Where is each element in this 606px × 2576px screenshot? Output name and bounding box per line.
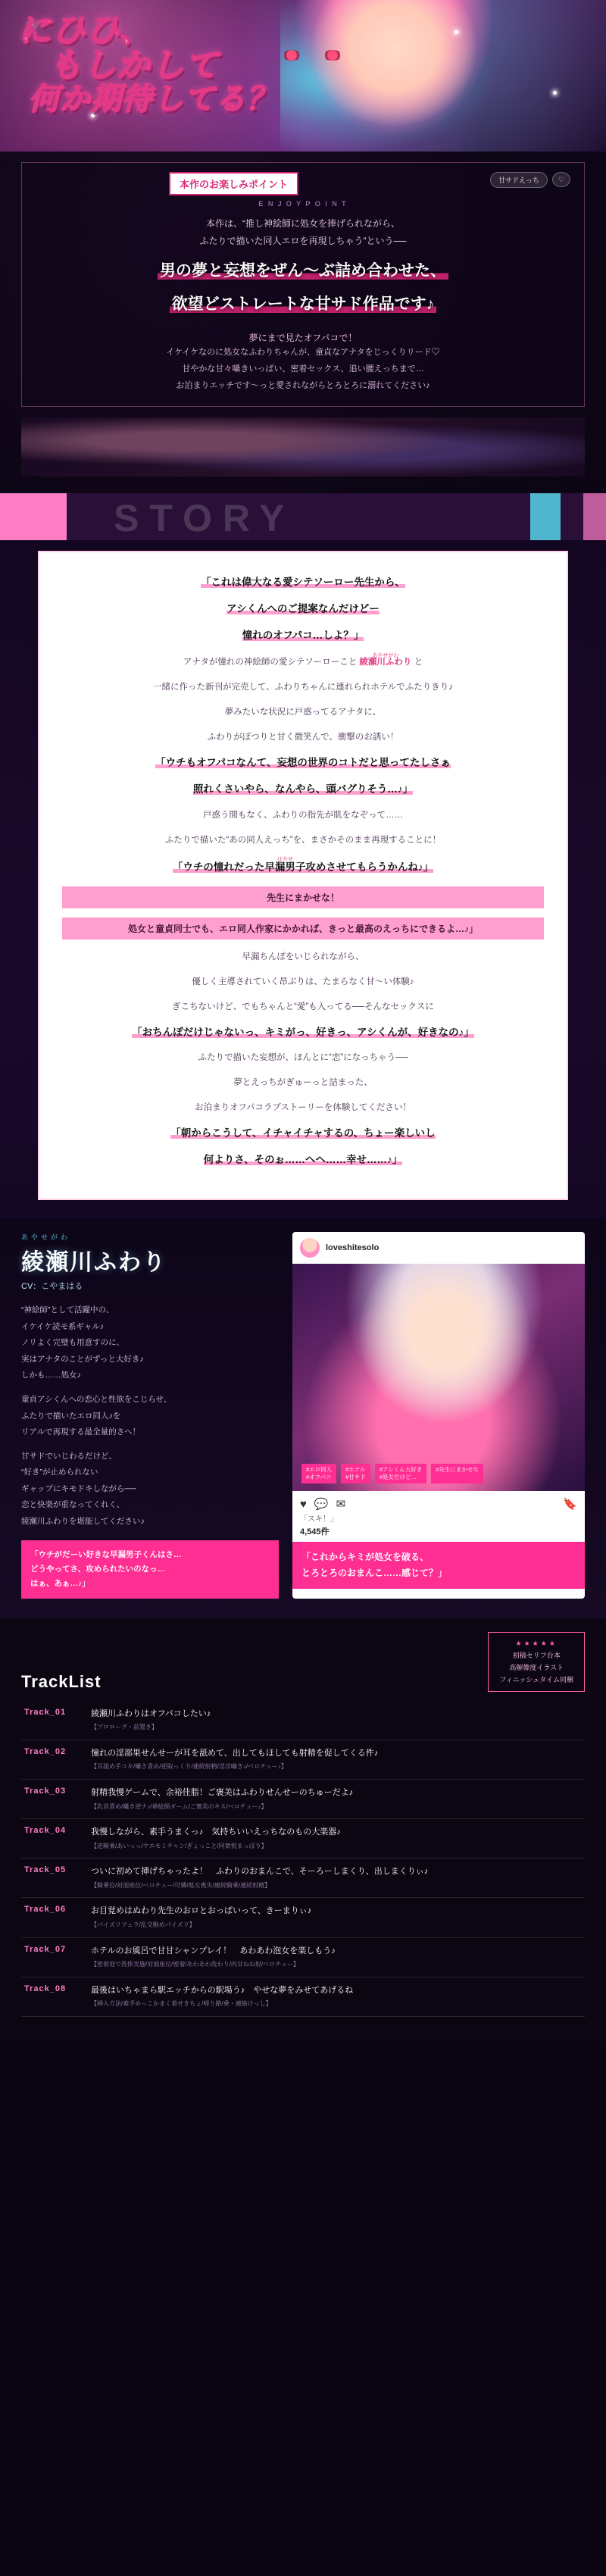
story-heading: STORY	[114, 496, 295, 539]
bookmark-icon[interactable]: 🔖	[563, 1498, 577, 1512]
social-username[interactable]: loveshitesolo	[326, 1243, 380, 1253]
character-quote-line-1: 「ウチがだーい好きな早漏男子くんはさ…	[30, 1550, 182, 1560]
story-paragraph-1	[62, 653, 544, 671]
table-row[interactable]	[21, 1898, 585, 1937]
social-tag-5: #アシくん大好き	[379, 1466, 423, 1474]
social-caption-line-1: 「これからキミが処女を破る、	[301, 1552, 430, 1563]
track-body	[91, 1984, 582, 2009]
point-photo-strip	[21, 417, 585, 477]
tracklist-meta-1: 初稿セリフ台本	[512, 1651, 561, 1659]
story-quote-2a-text: 「ウチもオフパコなんて、妄想の世界のコトだと思ってたしさぁ	[155, 756, 451, 768]
hero-line-2: もしかして	[48, 47, 219, 85]
avatar	[300, 1238, 320, 1258]
track-title: 射精我慢ゲームで、余裕佳脂！ご褒美はふわりせんせーのちゅーだよ♪	[91, 1787, 354, 1797]
story-paragraph-3: 夢みたいな状況に戸惑ってるアナタに、	[224, 707, 382, 717]
character-section	[0, 1218, 606, 1618]
story-quote-1b-text: アシくんへのご提案なんだけどー	[226, 602, 380, 614]
story-paragraph-2: 一緒に作った新刊が完売して、ふわりちゃんに連れられホテルでふたりきり♪	[153, 682, 453, 692]
track-number: Track_02	[24, 1746, 67, 1756]
track-body	[91, 1747, 582, 1772]
rating-stars: ★★★★★	[515, 1639, 558, 1647]
track-number: Track_08	[24, 1984, 67, 1993]
social-tag-7: #先生にまかせな	[436, 1466, 479, 1474]
point-badge-subtitle: E N J O Y P O I N T	[258, 200, 348, 208]
story-quote-1a-text: 「これは偉大なる愛シテソーロー先生から、	[201, 576, 405, 588]
point-headline-1-text: 男の夢と妄想をぜん〜ぶ詰め合わせた、	[158, 262, 448, 280]
story-paragraph-11: 夢とえっちがぎゅーっと詰まった、	[233, 1078, 373, 1088]
point-lead-2: ふたりで描いた同人エロを再現しちゃう”という──	[199, 235, 407, 246]
social-like-label: 「スキ！」	[300, 1515, 338, 1524]
story-quote-4	[62, 1024, 544, 1043]
tracklist-title: TrackList	[21, 1671, 102, 1691]
track-tags: 【騎乗位/対面座位/ベロチュー/可憐/処女喪失/連続騎乗/連続射精】	[91, 1881, 271, 1889]
point-detail-3: お泊まりエッチです〜っと愛されながらとろとろに溺れてください♪	[176, 380, 430, 390]
hayase-name-text: 早漏男子	[264, 861, 306, 873]
table-row[interactable]	[21, 1740, 585, 1780]
story-paragraph-1-pre: アナタが憧れの神絵師の愛シテソーローこと	[183, 657, 358, 667]
character-desc-line-8: リアルで再現する最全量的さへ！	[21, 1427, 141, 1437]
story-paragraph-8: 優しく主導されていく昂ぶりは、たまらなく甘〜い体験♪	[192, 977, 414, 986]
sparkle-icon	[553, 91, 557, 95]
track-body	[91, 1865, 582, 1890]
social-post-image	[292, 1264, 585, 1491]
enjoy-point-section	[0, 152, 606, 493]
story-highlight-band-1: 先生にまかせな！	[62, 886, 544, 908]
track-title: 最後はいちゃまら駅エッチからの駅場う♪ やせな夢をみせてあげるね	[91, 1985, 354, 1995]
hero-title	[0, 14, 424, 115]
story-quote-3	[62, 857, 544, 877]
character-name-furigana: あやせがわ	[21, 1233, 71, 1242]
track-body	[91, 1945, 582, 1970]
table-row[interactable]	[21, 1938, 585, 1977]
story-paragraph-9: ぎこちないけど、でもちゃんと“愛”も入ってる──そんなセックスに	[172, 1002, 434, 1011]
character-quote-box	[21, 1540, 279, 1599]
track-body	[91, 1787, 582, 1812]
story-decoration-cyan	[530, 493, 561, 540]
story-paragraph-12: お泊まりオフパコラブストーリーを体験してください！	[195, 1103, 411, 1113]
character-description	[21, 1302, 279, 1530]
story-quote-1c	[62, 627, 544, 646]
social-tag-4: #甘サド	[345, 1474, 366, 1481]
track-tags: 【パイズリフェラ/乱交動めパイズリ】	[91, 1921, 195, 1929]
story-quote-1c-text: 憧れのオフパコ…しよ？」	[242, 629, 364, 641]
story-quote-3-post: 攻めさせてもらうかんね♪」	[305, 861, 434, 873]
character-name: 綾瀬川ふわり	[21, 1250, 167, 1276]
story-quote-1a	[62, 574, 544, 592]
hero-line-3: 何か期待してる？	[29, 83, 277, 117]
track-title: 綾瀬川ふわりはオフパコしたい♪	[91, 1708, 211, 1718]
track-title: ついに初めて挿げちゃったよ！ ふわりのおまんこで、そーろーしまくり、出しまくりぃ♪	[91, 1867, 429, 1877]
social-post-card	[292, 1232, 585, 1598]
story-quote-1b	[62, 600, 544, 619]
track-tags: 【乳首責め/囁き逆ナ♪/神絵師ダーム/ご褒美のキス/ベロチュー♪】	[91, 1802, 267, 1810]
track-title: 憧れの淫部果せんせーが耳を舐めて、出してもほしても射精を促してくる件♪	[91, 1748, 379, 1758]
heart-icon: ♡	[552, 172, 570, 187]
track-body	[91, 1905, 582, 1930]
track-number: Track_05	[24, 1865, 67, 1875]
character-quote-line-2: どうやってさ、攻められたいのなっ…	[30, 1565, 166, 1574]
social-tag-6: #処女だけど…	[379, 1474, 417, 1481]
track-title: 我慢しながら、素手うまくっ♪ 気持ちいいえっちなのもの大楽器♪	[91, 1827, 341, 1837]
social-caption-line-2: とろとろのおまんこ……感じて？」	[301, 1568, 448, 1579]
track-tags: 【逆騎乗/あいっっ/ヤエモミチャン/ぎょっこと/同衆悦まっぽり】	[91, 1842, 267, 1849]
track-number: Track_07	[24, 1944, 67, 1954]
story-paragraph-10: ふたりで描いた妄想が、ほんとに“恋”になっちゃう──	[198, 1053, 408, 1063]
point-headline-2-text: 欲望どストレートな甘サド作品です♪	[170, 295, 437, 313]
table-row[interactable]	[21, 1701, 585, 1740]
track-body	[91, 1708, 582, 1733]
social-tag-1: #エロ同人	[306, 1466, 333, 1474]
point-detail-1: イケイケなのに処女なふわりちゃんが、童貞なアナタをじっくりリード♡	[166, 347, 440, 357]
track-number: Track_04	[24, 1826, 67, 1836]
point-lead-1: 本作は、“推し神絵師に処女を捧げられながら、	[206, 218, 400, 229]
character-name-text: 綾瀬川ふわり	[359, 657, 412, 667]
character-wrapper	[21, 1232, 585, 1598]
track-number: Track_03	[24, 1786, 67, 1796]
table-row[interactable]	[21, 1977, 585, 2017]
social-tag-group-3	[375, 1464, 426, 1483]
story-quote-2a	[62, 754, 544, 773]
story-decoration-pink	[583, 493, 606, 540]
character-desc-line-12: 恋と快楽が重なってくれく、	[21, 1500, 125, 1510]
share-icon[interactable]: ✉	[336, 1498, 346, 1512]
hayase-ruby-text: はやせ	[276, 856, 293, 862]
story-quote-3-pre: 「ウチの憧れだった	[172, 861, 265, 873]
point-pill-group	[490, 172, 570, 188]
track-body	[91, 1826, 582, 1851]
story-paragraph-4: ふわりがぽつりと甘く微笑んで、衝撃のお誘い！	[207, 732, 399, 742]
story-band	[0, 493, 606, 540]
heart-icon[interactable]: ♥	[300, 1497, 307, 1511]
track-tags: 【耳舐め手コキ/囁き責め/逆取っくり/連続射精/淫浮囁き♪/ベロチュー♪】	[91, 1763, 287, 1771]
character-quote-line-3: はぁ、あぁ…♪」	[30, 1578, 90, 1588]
character-name-ruby	[359, 653, 411, 667]
social-tag-2: #オフパコ	[306, 1474, 332, 1481]
story-quote-2b-text: 照れくさいやら、なんやら、頭バグりそう…♪」	[192, 783, 414, 795]
tracklist-section	[0, 1618, 606, 2047]
enjoy-point-card	[21, 162, 585, 407]
comment-icon[interactable]: 💬	[314, 1498, 329, 1512]
tracklist-rows	[21, 1701, 585, 2018]
point-pill-1: 甘サドえっち	[490, 172, 548, 188]
story-paragraph-5: 戸惑う間もなく、ふわりの指先が肌をなぞって……	[202, 810, 404, 820]
table-row[interactable]	[21, 1819, 585, 1859]
character-desc-line-10: “好き”が止められない	[21, 1468, 98, 1477]
track-tags: 【密着泡で洗体実施/対面座位/密着/あわあわ洗わり/内甘ねね射/ベロチュー】	[91, 1961, 299, 1968]
hero-banner	[0, 0, 606, 152]
story-highlight-band-2: 処女と童貞同士でも、エロ同人作家にかかれば、きっと最高のえっちにできるよ…♪」	[62, 918, 544, 939]
character-desc-line-6: 童貞アシくんへの恋心と性欲をこじらせ、	[21, 1394, 172, 1404]
point-subhead: 夢にまで見たオフパコで！	[248, 332, 358, 343]
story-quote-5a-text: 「朝からこうして、イチャイチャするの、ちょー楽しいし	[170, 1127, 436, 1140]
table-row[interactable]	[21, 1859, 585, 1898]
story-paragraph-1-post: と	[414, 657, 423, 667]
social-tag-group-1	[301, 1464, 336, 1483]
character-desc-line-5: しかも……処女♪	[21, 1371, 81, 1380]
tracklist-meta-box	[488, 1632, 585, 1692]
track-title: お目覚めはぬわり先生のおロとおっぱいって、きーまりぃ♪	[91, 1906, 312, 1916]
point-detail-2: 甘やかな甘々囁きいっぱい、密着セックス、追い腰えっちまで…	[182, 364, 424, 374]
character-desc-line-13: 綾瀬川ふわりを堪能してください♪	[21, 1516, 145, 1526]
character-desc-line-3: ノリよく完璧も用意すのに、	[21, 1338, 125, 1348]
social-action-bar	[292, 1491, 585, 1512]
social-caption	[292, 1542, 585, 1589]
point-headline-2	[33, 292, 573, 317]
story-quote-5b-text: 何よりさ、そのぉ……へへ……幸せ……♪」	[203, 1154, 403, 1166]
track-tags: 【プロローグ・前置き】	[91, 1724, 158, 1731]
point-headline-1	[33, 259, 573, 284]
story-quote-5a	[62, 1124, 544, 1143]
track-title: ホテルのお風呂で甘甘シャンプレイ！ あわあわ泡女を楽しもう♪	[91, 1946, 336, 1955]
tracklist-header	[21, 1632, 585, 1692]
social-tag-group-4	[431, 1464, 483, 1483]
character-desc-line-4: 実はアナタのことがずっと大好き♪	[21, 1354, 144, 1364]
character-desc-line-7: ふたりで描いたエロ同人♪を	[21, 1411, 121, 1421]
character-info	[21, 1232, 279, 1598]
social-tag-3: #ホテル	[345, 1466, 366, 1474]
tracklist-meta-2: 高解像度イラスト	[509, 1664, 564, 1672]
story-paragraph-6: ふたりで描いた“あの同人えっち”を、まさかそのまま再現することに！	[164, 835, 442, 845]
point-badge: 本作のお楽しみポイント	[169, 172, 298, 195]
social-tag-row	[301, 1464, 483, 1483]
hayase-ruby	[264, 857, 305, 873]
table-row[interactable]	[21, 1780, 585, 1819]
character-cv: CV：こやまはる	[21, 1282, 83, 1292]
social-post-header	[292, 1232, 585, 1264]
hero-line-1: にひひ、	[18, 12, 154, 49]
social-tag-group-2	[341, 1464, 370, 1483]
story-quote-2b	[62, 780, 544, 799]
character-desc-line-2: イケイケ読モ系ギャル♪	[21, 1321, 105, 1331]
character-desc-line-1: “神絵師”として活躍中の、	[21, 1305, 114, 1315]
social-like-count: 4,545件	[300, 1527, 330, 1537]
track-tags: 【挿入方法/素手めっこかまく着せきちょ/帰り路/乗・連絡けっし】	[91, 2000, 272, 2008]
sparkle-icon	[454, 30, 458, 34]
track-number: Track_01	[24, 1707, 67, 1717]
tracklist-meta-3: フィニッシュタイム同梱	[499, 1676, 573, 1684]
character-desc-line-9: 甘サドでいじわるだけど、	[21, 1451, 117, 1461]
story-quote-5b	[62, 1151, 544, 1170]
story-card	[38, 551, 568, 1201]
character-desc-line-11: ギャップにキモドキしながら──	[21, 1483, 136, 1493]
story-section	[0, 493, 606, 1219]
character-name-ruby-text: あやせがわ	[372, 652, 399, 658]
track-number: Track_06	[24, 1905, 67, 1915]
story-paragraph-7: 早漏ちんぽをいじられながら、	[242, 952, 364, 961]
story-quote-4-text: 「おちんぽだけじゃないっ、キミがっ、好きっ、アシくんが、好きなの♪」	[132, 1026, 474, 1038]
